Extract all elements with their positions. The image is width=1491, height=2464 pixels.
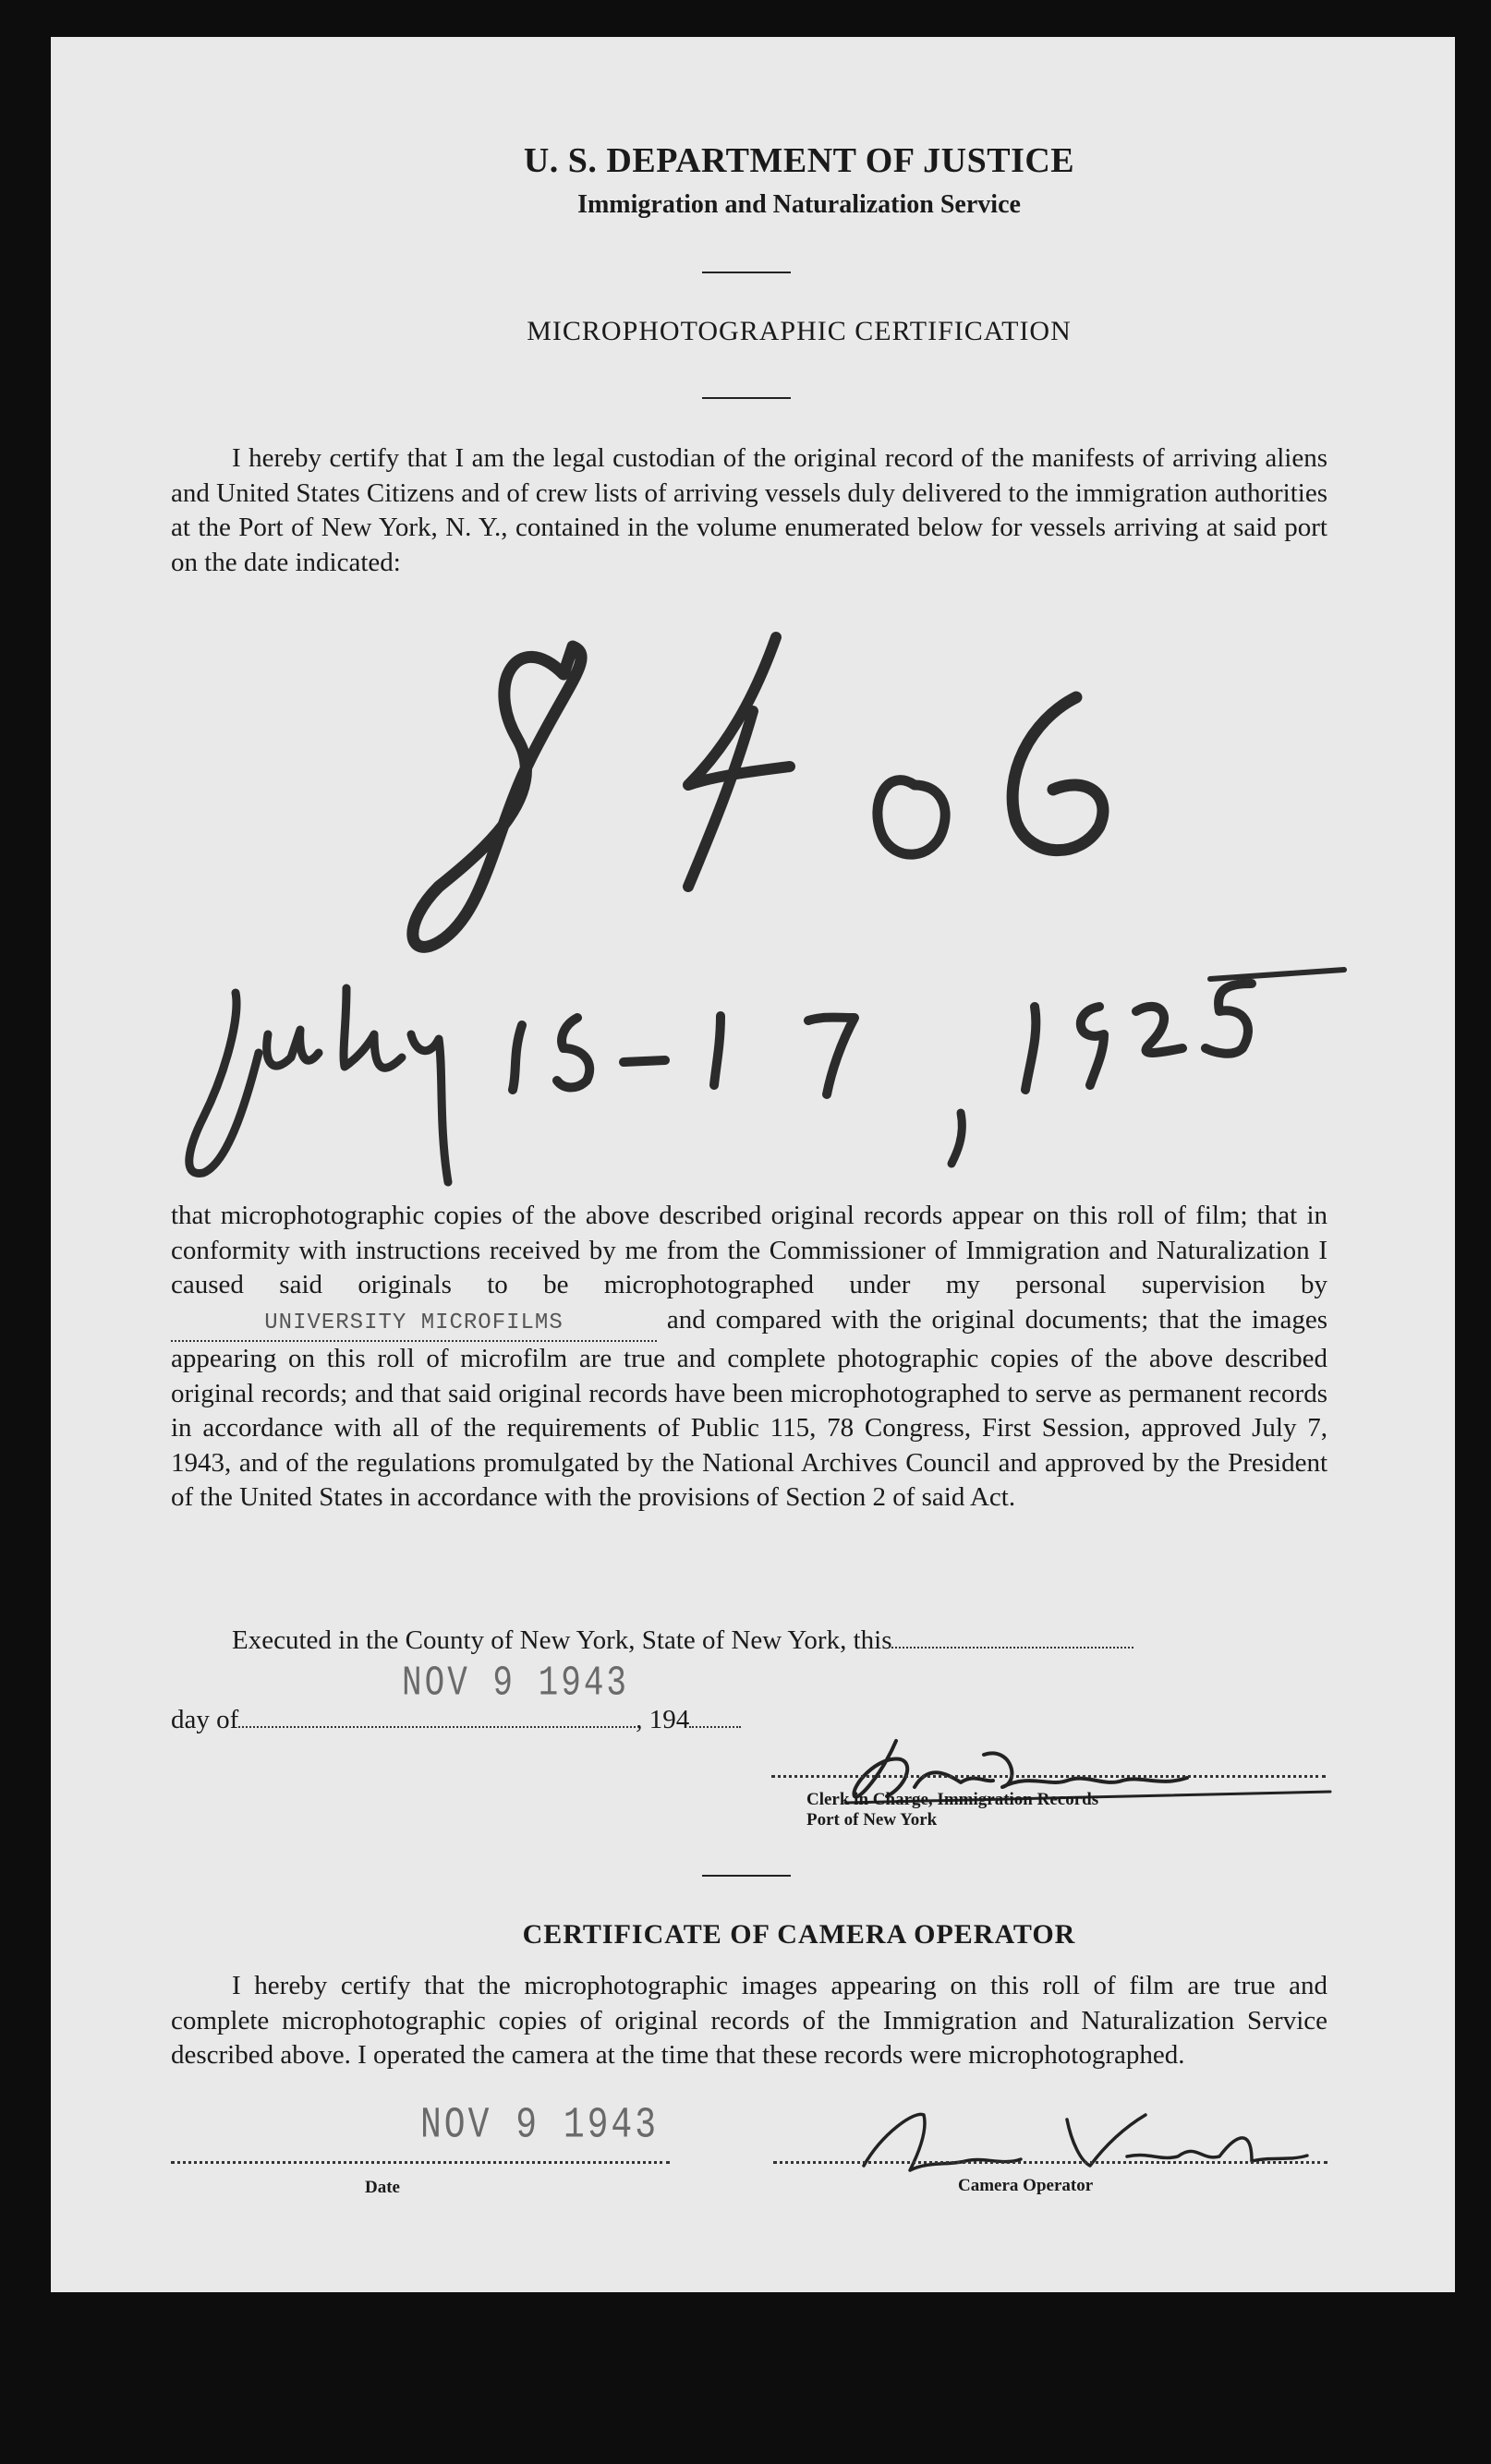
department-title: U. S. DEPARTMENT OF JUSTICE [523, 141, 1075, 180]
divider [702, 397, 791, 399]
certification-heading: MICROPHOTOGRAPHIC CERTIFICATION [527, 316, 1072, 346]
body-text-lead: that microphotographic copies of the above described original records appear on this roll of film; that in conformity with instructions received by me from the Commissioner of Immigration and Naturalization I caused said originals to be microphotographed under my personal supervision by [171, 1201, 1327, 1299]
day-of-line [171, 1705, 741, 1735]
intro-text: I hereby certify that I am the legal custodian of the original record of the manifests of arriving aliens and United States Citizens and of crew lists of arriving vessels duly delivered to the immigration authorities at the Port of New York, N. Y., contained in the volume enumerated below for vessels arriving at said port on the date indicated: [171, 443, 1327, 577]
camera-operator-heading: CERTIFICATE OF CAMERA OPERATOR [522, 1919, 1076, 1950]
body-text-rest: and compared with the original documents; that the images appearing on this roll of microfilm are true and complete photographic copies of the above described original records; and that said original records have been microphotographed to serve as permanent records in accordance with all of the requirements of Public 115, 78 Congress, First Session, approved July 7, 1943, and of the regulations promulgated by the National Archives Council and approved by the President of the United States in accordance with the provisions of Section 2 of said Act. [171, 1304, 1327, 1512]
date-signature-line [171, 2161, 670, 2164]
clerk-title-block [806, 1790, 1098, 1830]
day-of-label: day of [171, 1705, 239, 1734]
clerk-location: Port of New York [806, 1810, 938, 1830]
service-subtitle: Immigration and Naturalization Service [577, 190, 1021, 219]
execution-date-stamp: NOV 9 1943 [402, 1659, 630, 1708]
execution-text: Executed in the County of New York, State of New York, this [232, 1625, 892, 1655]
body-paragraph [171, 1199, 1327, 1516]
execution-paragraph [171, 1624, 1327, 1659]
handwriting-layer [51, 37, 1455, 2292]
microfilm-company-stamp: UNIVERSITY MICROFILMS [264, 1310, 564, 1335]
execution-day-field [891, 1647, 1133, 1649]
camera-operator-label: Camera Operator [958, 2176, 1094, 2195]
handwritten-volume-number [413, 637, 1103, 947]
microfilm-company-field [171, 1303, 657, 1343]
intro-paragraph [171, 441, 1327, 580]
divider [702, 1875, 791, 1877]
date-label: Date [365, 2178, 400, 2197]
day-of-field [238, 1726, 636, 1728]
divider [702, 272, 791, 273]
handwritten-date-range [189, 970, 1344, 1182]
year-prefix: , 194 [636, 1705, 690, 1734]
clerk-signature-line [771, 1775, 1326, 1778]
certificate-page [51, 37, 1455, 2292]
camera-date-stamp: NOV 9 1943 [420, 2100, 660, 2151]
camera-text: I hereby certify that the microphotographic images appearing on this roll of film are true and complete microphotographic copies of original records of the Immigration and Naturalization Service described above. I operated the camera at the time that these records were microphotographed. [171, 1971, 1327, 2070]
camera-paragraph [171, 1969, 1327, 2073]
clerk-title: Clerk in Charge, Immigration Records [806, 1790, 1099, 1809]
year-suffix-field [689, 1726, 741, 1728]
operator-signature-line [773, 2161, 1327, 2164]
